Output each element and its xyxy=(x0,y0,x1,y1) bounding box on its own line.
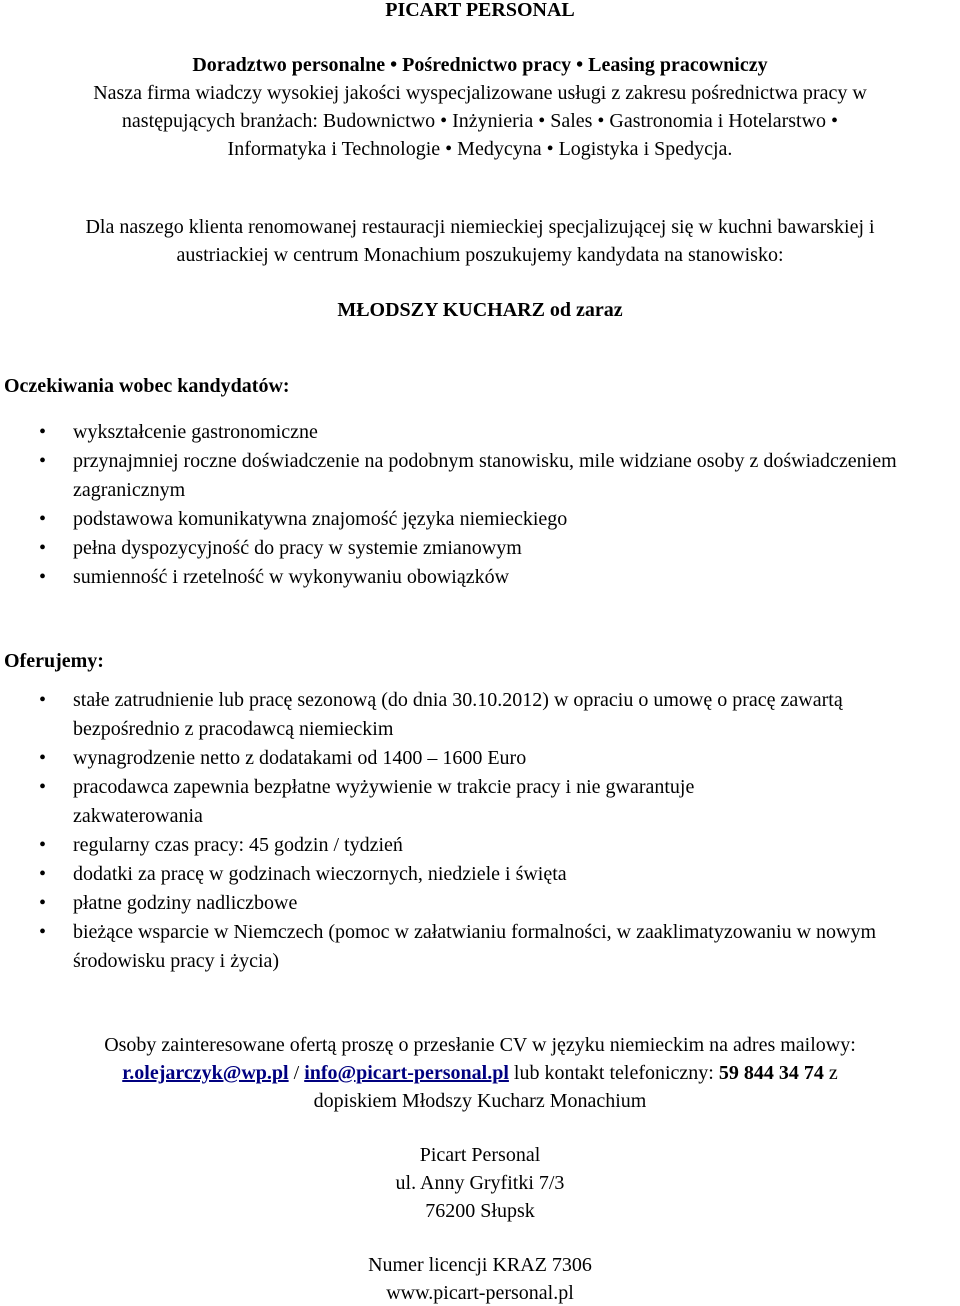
intro-line-1: Nasza firma wiadczy wysokiej jakości wyspecjalizowane usługi z zakresu pośrednictwa pracy w xyxy=(93,82,867,104)
address-city: 76200 Słupsk xyxy=(425,1200,535,1222)
contact-line-1: Osoby zainteresowane ofertą proszę o przesłanie CV w języku niemieckim na adres mailowy: xyxy=(104,1034,856,1056)
list-item: • regularny czas pracy: 45 godzin / tydzień xyxy=(0,831,960,860)
list-item: • stałe zatrudnienie lub pracę sezonową (do dnia 30.10.2012) w opraciu o umowę o pracę zawartą bezpośrednio z pracodawcą niemieckim xyxy=(0,686,960,744)
list-item: • wykształcenie gastronomiczne xyxy=(0,418,960,447)
intro-line-2: następujących branżach: Budownictwo • Inżynieria • Sales • Gastronomia i Hotelarstwo • xyxy=(121,110,839,132)
address-name: Picart Personal xyxy=(419,1144,541,1166)
list-item: • dodatki za pracę w godzinach wieczornych, niedziele i święta xyxy=(0,860,960,889)
contact-line-2 xyxy=(0,1060,960,1086)
email-link-primary[interactable]: r.olejarczyk@wp.pl xyxy=(122,1062,289,1084)
client-line-1: Dla naszego klienta renomowanej restauracji niemieckiej specjalizującej się w kuchni bawarskiej i xyxy=(85,216,875,238)
address-street: ul. Anny Gryfitki 7/3 xyxy=(395,1172,565,1194)
expectations-list xyxy=(0,418,960,592)
offer-list xyxy=(0,686,960,976)
phone-prefix: lub kontakt telefoniczny: xyxy=(508,1062,719,1084)
list-item: • płatne godziny nadliczbowe xyxy=(0,889,960,918)
list-item: • wynagrodzenie netto z dodatakami od 1400 – 1600 Euro xyxy=(0,744,960,773)
license-number: Numer licencji KRAZ 7306 xyxy=(368,1254,592,1276)
contact-line-3: dopiskiem Młodszy Kucharz Monachium xyxy=(313,1090,647,1112)
client-line-2: austriackiej w centrum Monachium poszukujemy kandydata na stanowisko: xyxy=(176,244,784,266)
email-link-info[interactable]: info@picart-personal.pl xyxy=(304,1062,509,1084)
offer-heading: Oferujemy: xyxy=(4,650,104,672)
list-item: • przynajmniej roczne doświadczenie na podobnym stanowisku, mile widziane osoby z doświadczeniem zagranicznym xyxy=(0,447,960,505)
website: www.picart-personal.pl xyxy=(386,1282,574,1304)
list-item: • bieżące wsparcie w Niemczech (pomoc w załatwianiu formalności, w zaaklimatyzowaniu w nowym środowisku pracy i życia) xyxy=(0,918,960,976)
position-title: MŁODSZY KUCHARZ od zaraz xyxy=(337,299,623,321)
list-item: • pracodawca zapewnia bezpłatne wyżywienie w trakcie pracy i nie gwarantuje zakwaterowania xyxy=(0,773,960,831)
email-separator: / xyxy=(288,1062,305,1084)
phone-suffix: z xyxy=(823,1062,838,1084)
list-item: • pełna dyspozycyjność do pracy w systemie zmianowym xyxy=(0,534,960,563)
intro-line-3: Informatyka i Technologie • Medycyna • Logistyka i Spedycja. xyxy=(227,138,733,160)
list-item: • sumienność i rzetelność w wykonywaniu obowiązków xyxy=(0,563,960,592)
list-item: • podstawowa komunikatywna znajomość języka niemieckiego xyxy=(0,505,960,534)
phone-number: 59 844 34 74 xyxy=(718,1062,824,1084)
company-name: PICART PERSONAL xyxy=(385,0,575,21)
expectations-heading: Oczekiwania wobec kandydatów: xyxy=(4,375,290,397)
company-services: Doradztwo personalne • Pośrednictwo pracy • Leasing pracowniczy xyxy=(192,54,768,76)
